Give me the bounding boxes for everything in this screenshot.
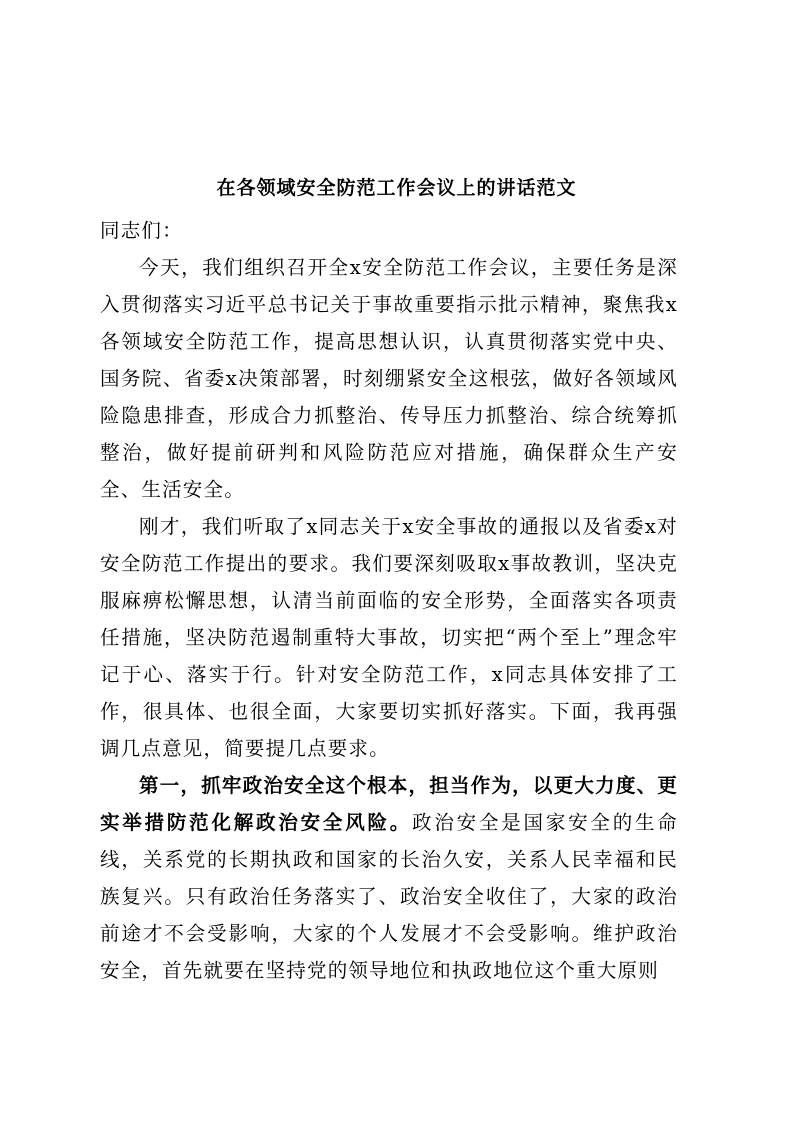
section-first-text: 政治安全是国家安全的生命线，关系党的长期执政和国家的长治久安，关系人民幸福和民族复兴。只有政治任务落实了、政治安全收住了，大家的政治前途才不会受影响，大家的个人发展才不会受影响。维护政治安全，首先就要在坚持党的领导地位和执政地位这个重大原则 (100, 811, 678, 982)
paragraph-context: 刚才，我们听取了x同志关于x安全事故的通报以及省委x对安全防范工作提出的要求。我们要深刻吸取x事故教训，坚决克服麻痹松懈思想，认清当前面临的安全形势，全面落实各项责任措施，坚决防范遏制重特大事故，切实把“两个至上”理念牢记于心、落实于行。针对安全防范工作，x同志具体安排了工作，很具体、也很全面，大家要切实抓好落实。下面，我再强调几点意见，简要提几点要求。 (100, 515, 678, 760)
document-title: 在各领域安全防范工作会议上的讲话范文 (216, 177, 577, 199)
section-first (100, 767, 678, 989)
paragraph-opening: 今天，我们组织召开全x安全防范工作会议，主要任务是深入贯彻落实习近平总书记关于事故重要指示批示精神，聚焦我x各领域安全防范工作，提高思想认识，认真贯彻落实党中央、国务院、省委x决策部署，时刻绷紧安全这根弦，做好各领域风险隐患排查，形成合力抓整治、传导压力抓整治、综合统筹抓整治，做好提前研判和风险防范应对措施，确保群众生产安全、生活安全。 (100, 256, 678, 501)
salutation: 同志们： (100, 219, 183, 242)
document-body (100, 212, 678, 989)
section-first-heading: 第一，抓牢政治安全这个根本，担当作为，以更大力度、更实举措防范化解政治安全风险。 (100, 774, 678, 834)
